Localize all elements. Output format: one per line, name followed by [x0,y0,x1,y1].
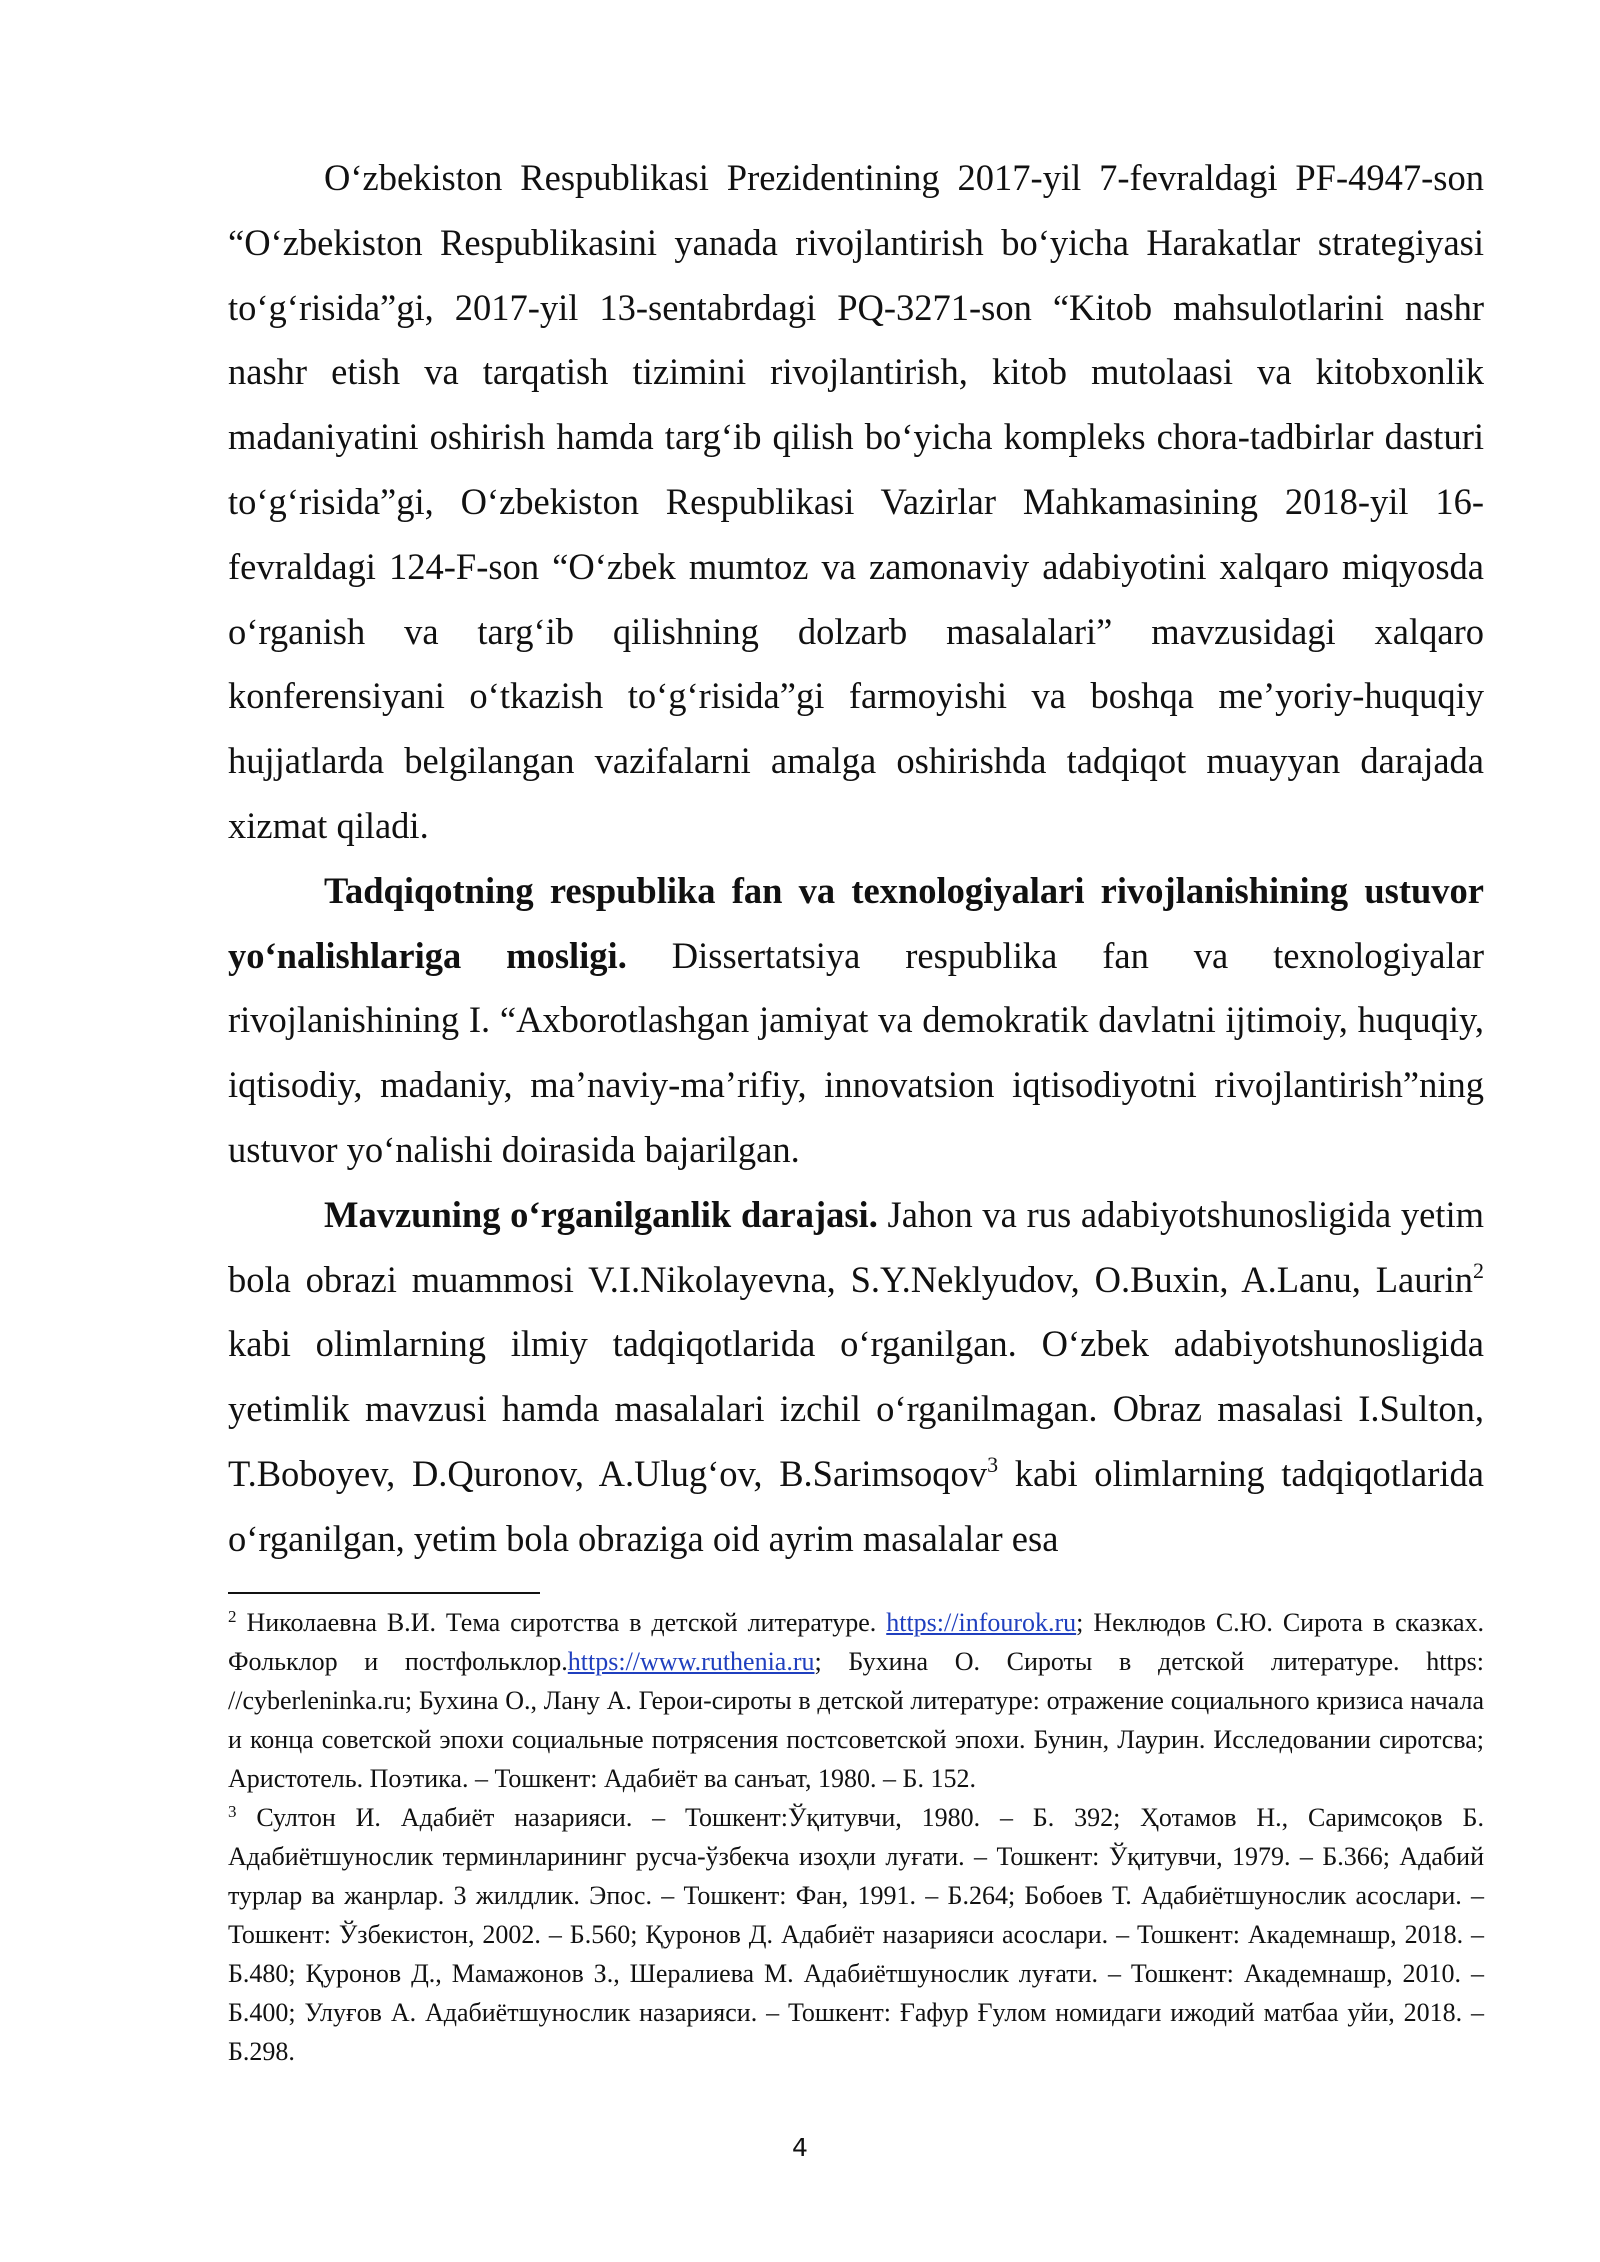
relevance-text: Dissertatsiya respublika fan va texnologiyalar rivojlanishining I. “Axborotlashgan jamiyat va demokratik davlatni ijtimoiy, huquqiy, iqtisodiy, madaniy, ma’naviy-ma’rifiy, innovatsion iqtisodiyotni rivojlantirish”ning ustuvor yo‘nalishi doirasida bajarilgan. [228,934,1484,1170]
link-infourok[interactable]: https://infourok.ru [886,1608,1077,1637]
section-heading-study-degree: Mavzuning o‘rganilganlik darajasi. [324,1193,878,1235]
footnote-2: $^2$ Николаевна В.И. Тема сиротства в детской литературе. https://infourok.ru; Неклюдов С.Ю. Сирота в сказках. Фольклор и постфольклор.https://www.ruthenia.ru; Бухина О. Сироты в детской литературе. https: //cyberleninka.ru; Бухина О., Лану А. Герои-сироты в детской литературе: отражение социального кризиса начала и конца советской эпохи социальные потрясения постсоветской эпохи. Бунин, Лаурин. Исследовании сиротсва; Аристотель. Поэтика. – Тошкент: Адабиёт ва санъат, 1980. – Б. 152. [228,1607,1484,1793]
section-heading-relevance: Tadqiqotning respublika fan va texnologiyalari rivojlanishining ustuvor yo‘nalishlariga mosligi. [228,869,1484,976]
footnote-separator [228,1592,540,1594]
footnotes [228,1603,1484,2071]
footnote-3: $^3$ Султон И. Адабиёт назарияси. – Тошкент:Ўқитувчи, 1980. – Б. 392; Ҳотамов Н., Саримсоқов Б. Адабиётшунослик терминларининг русча-ўзбекча изоҳли луғати. – Тошкент: Ўқитувчи, 1979. – Б.366; Адабий турлар ва жанрлар. 3 жилдлик. Эпос. – Тошкент: Фан, 1991. – Б.264; Бобоев Т. Адабиётшунослик асослари. – Тошкент: Ўзбекистон, 2002. – Б.560; Қуронов Д. Адабиёт назарияси асослари. – Тошкент: Академнашр, 2018. – Б.480; Қуронов Д., Мамажонов З., Шералиева М. Адабиётшунослик луғати. – Тошкент: Академнашр, 2010. – Б.400; Улуғов А. Адабиётшунослик назарияси. – Тошкент: Ғафур Ғулом номидаги ижодий матбаа уйи, 2018. – Б.298. [228,1802,1484,2066]
paragraph-legal-basis: O‘zbekiston Respublikasi Prezidentining 2017-yil 7-fevraldagi PF-4947-son “O‘zbekiston Respublikasini yanada rivojlantirish bo‘yicha Harakatlar strategiyasi to‘g‘risida”gi, 2017-yil 13-sentabrdagi PQ-3271-son “Kitob mahsulotlarini nashr nashr etish va tarqatish tizimini rivojlantirish, kitob mutolaasi va kitobxonlik madaniyatini oshirish hamda targ‘ib qilish bo‘yicha kompleks chora-tadbirlar dasturi to‘g‘risida”gi, O‘zbekiston Respublikasi Vazirlar Mahkamasining 2018-yil 16-fevraldagi 124-F-son “O‘zbek mumtoz va zamonaviy adabiyotini xalqaro miqyosda o‘rganish va targ‘ib qilishning dolzarb masalalari” mavzusidagi xalqaro konferensiyani o‘tkazish to‘g‘risida”gi farmoyishi va boshqa me’yoriy-huquqiy hujjatlarda belgilangan vazifalarni amalga oshirishda tadqiqot muayyan darajada xizmat qiladi. [228,157,1484,846]
paragraph-study-degree: Mavzuning o‘rganilganlik darajasi. Jahon va rus adabiyotshunosligida yetim bola obrazi muammosi V.I.Nikolayevna, S.Y.Neklyudov, O.Buxin, A.Lanu, Laurin$^2$ kabi olimlarning ilmiy tadqiqotlarida o‘rganilgan. O‘zbek adabiyotshunosligida yetimlik mavzusi hamda masalalari izchil o‘rganilmagan. Obraz masalasi I.Sulton, T.Boboyev, D.Quronov, A.Ulug‘ov, B.Sarimsoqov$^3$ kabi olimlarning tadqiqotlarida o‘rganilgan, yetim bola obraziga oid ayrim masalalar esa [228,1193,1484,1559]
footnote-ref-3[interactable]: 3 [987,1451,999,1477]
paragraph-relevance [228,859,1484,1183]
footnote-ref-2[interactable]: 2 [1473,1257,1484,1283]
page-number: 4 [792,2133,808,2162]
body-text [228,146,1484,1572]
footnote-mark-2: 2 [228,1607,237,1626]
link-ruthenia[interactable]: https://www.ruthenia.ru [567,1647,815,1676]
footnote-mark-3: 3 [228,1802,237,1821]
